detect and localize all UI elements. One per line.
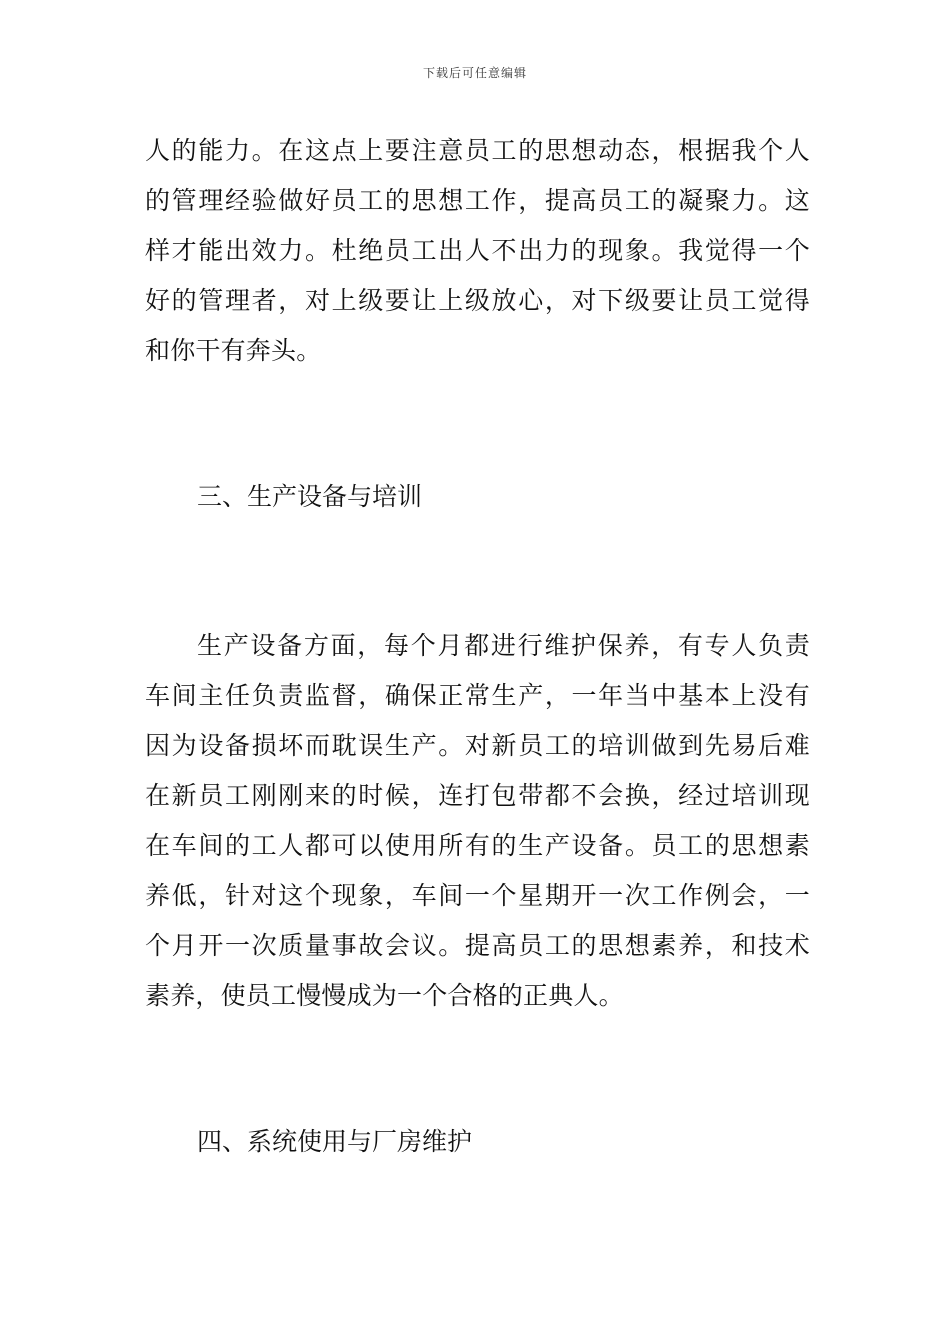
paragraph-line: 和你干有奔头。	[145, 336, 322, 365]
paragraph-line: 个月开一次质量事故会议。提高员工的思想素养，和技术	[145, 931, 810, 960]
paragraph-2	[145, 621, 810, 1021]
paragraph-line: 养低，针对这个现象，车间一个星期开一次工作例会，一	[145, 881, 810, 910]
paragraph-line: 人的能力。在这点上要注意员工的思想动态，根据我个人	[145, 136, 810, 165]
section-heading-4: 四、系统使用与厂房维护	[197, 1127, 473, 1156]
paragraph-line: 在新员工刚刚来的时候，连打包带都不会换，经过培训现	[145, 781, 810, 810]
paragraph-line: 生产设备方面，每个月都进行维护保养，有专人负责	[197, 631, 810, 660]
paragraph-line: 车间主任负责监督，确保正常生产，一年当中基本上没有	[145, 681, 810, 710]
paragraph-line: 样才能出效力。杜绝员工出人不出力的现象。我觉得一个	[145, 236, 810, 265]
section-heading-3: 三、生产设备与培训	[197, 482, 423, 511]
paragraph-line: 素养，使员工慢慢成为一个合格的正典人。	[145, 981, 624, 1010]
paragraph-line: 好的管理者，对上级要让上级放心，对下级要让员工觉得	[145, 286, 810, 315]
paragraph-line: 的管理经验做好员工的思想工作，提高员工的凝聚力。这	[145, 186, 810, 215]
paragraph-line: 因为设备损坏而耽误生产。对新员工的培训做到先易后难	[145, 731, 810, 760]
paragraph-line: 在车间的工人都可以使用所有的生产设备。员工的思想素	[145, 831, 810, 860]
paragraph-1	[145, 126, 810, 376]
page-header-note: 下载后可任意编辑	[422, 66, 527, 80]
